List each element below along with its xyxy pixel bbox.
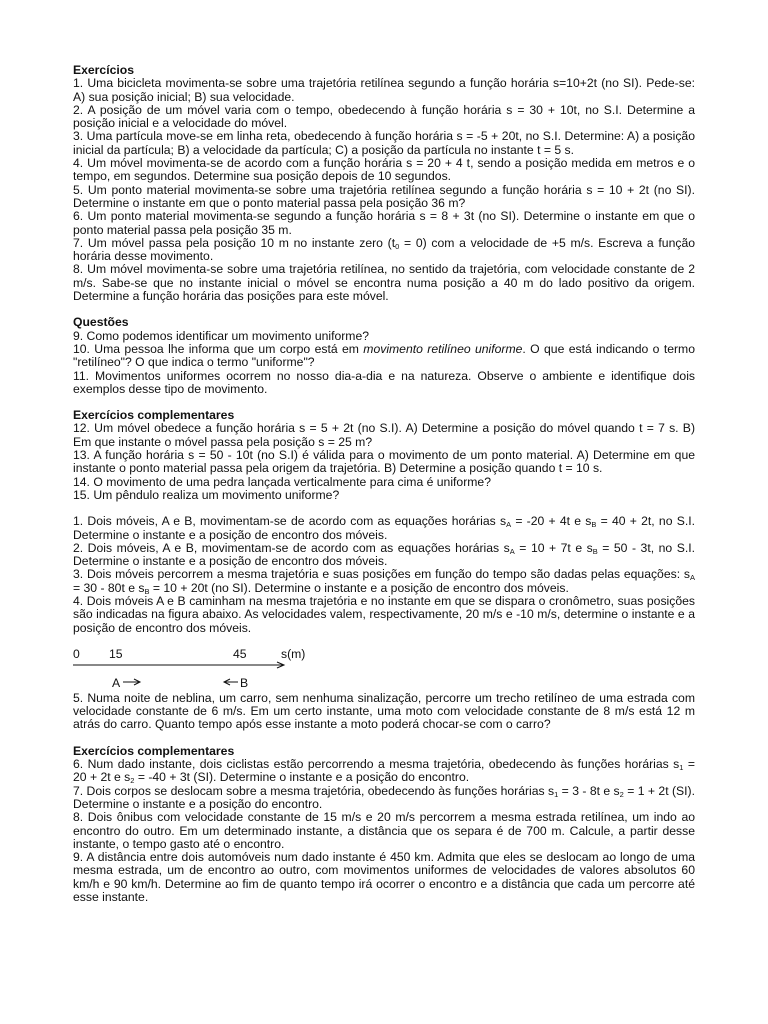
trajectory-svg xyxy=(73,648,333,692)
exercise-12: 12. Um móvel obedece a função horária s = 5 + 2t (no S.I). A) Determine a posição do móvel quando t = 7 s. B) Em que instante o móvel passa pela posição s = 25 m? xyxy=(73,421,695,449)
label-fifteen: 15 xyxy=(109,647,123,661)
question-11: 11. Movimentos uniformes ocorrem no nosso dia-a-dia e na natureza. Observe o ambiente e identifique dois exemplos desse tipo de movimento. xyxy=(73,368,695,396)
exercise-8: 8. Um móvel movimenta-se sobre uma trajetória retilínea, no sentido da trajetória, com velocidade constante de 2 m/s. Sabe-se que no instante inicial o móvel se encontra numa posição a 40 m do lado positivo da origem. Determine a função horária das posições para este móvel. xyxy=(73,262,695,304)
question-10: 10. Uma pessoa lhe informa que um corpo está em movimento retilíneo uniforme. O que está indicando o termo "retilíneo"? O que indica o termo "uniforme"? xyxy=(73,341,695,370)
exercise-c6: 6. Num dado instante, dois ciclistas estão percorrendo a mesma trajetória, obedecendo às funções horárias $s_1 = 20 + 2t$ e $s_2 = -40 + 3t$ (SI). Determine o instante e a posição do encontro. xyxy=(73,757,695,786)
exercise-4: 4. Um móvel movimenta-se de acordo com a função horária s = 20 + 4 t, sendo a posição medida em metros e o tempo, em segundos. Determine sua posição depois de 10 segundos. xyxy=(73,156,695,184)
section-encontros xyxy=(73,515,695,732)
encounter-5: 5. Numa noite de neblina, um carro, sem nenhuma sinalização, percorre um trecho retilíneo de uma estrada com velocidade constante de 6 m/s. Em um certo instante, uma moto com velocidade constante de 8 m/s está 12 m atrás do carro. Quanto tempo após esse instante a moto poderá chocar-se com o carro? xyxy=(73,690,695,732)
exercise-2: 2. A posição de um móvel varia com o tempo, obedecendo à função horária s = 30 + 10t, no S.I. Determine a posição inicial e a velocidade do móvel. xyxy=(73,102,695,131)
encounter-4: 4. Dois móveis A e B caminham na mesma trajetória e no instante em que se dispara o cronômetro, suas posições são indicadas na figura abaixo. As velocidades valem, respectivamente, 20 m/s e -10 m/s, determine o instante e a posição de encontro dos móveis. xyxy=(73,593,695,635)
label-zero: 0 xyxy=(73,647,80,661)
document-body xyxy=(73,64,695,904)
exercise-14: 14. O movimento de uma pedra lançada verticalmente para cima é uniforme? xyxy=(73,474,491,489)
label-mobile-b: B xyxy=(240,675,249,690)
encounter-3: 3. Dois móveis percorrem a mesma trajetória e suas posições em função do tempo são dadas pelas equações: $s_A = 30 - 80t$ e $s_B = 10 + 20t$ (no SI). Determine o instante e a posição de encontro dos móveis. xyxy=(73,567,695,596)
exercise-6: 6. Um ponto material movimenta-se segundo a função horária s = 8 + 3t (no SI). Determine o instante em que o ponto material passa pela posição 35 m. xyxy=(73,209,695,237)
exercise-5: 5. Um ponto material movimenta-se sobre uma trajetória retilínea segundo a função horária s = 10 + 2t (no SI). Determine o instante em que o ponto material passa pela posição 36 m? xyxy=(73,182,695,210)
section-heading: Exercícios complementares xyxy=(73,743,235,758)
exercise-1: 1. Uma bicicleta movimenta-se sobre uma trajetória retilínea segundo a função horária s=10+2t (no SI). Pede-se: A) sua posição inicial; B) sua velocidade. xyxy=(73,76,695,104)
trajectory-diagram xyxy=(73,648,695,692)
exercise-c9: 9. A distância entre dois automóveis num dado instante é 450 km. Admita que eles se deslocam ao longo de uma mesma estrada, um de encontro ao outro, com movimentos uniformes de velocidades de valores absolutos 60 km/h e 90 km/h. Determine ao fim de quanto tempo irá ocorrer o encontro e a distância que cada um percorre até esse instante. xyxy=(73,850,695,905)
section-complementares-2 xyxy=(73,745,695,905)
section-exercicios xyxy=(73,64,695,303)
section-complementares-1 xyxy=(73,409,695,502)
encounter-1: 1. Dois móveis, A e B, movimentam-se de acordo com as equações horárias $s_A = -20 + 4t$ e $s_B = 40 + 2t$, no S.I. Determine o instante e a posição de encontro dos móveis. xyxy=(73,514,696,542)
exercise-13: 13. A função horária s = 50 - 10t (no S.I) é válida para o movimento de um ponto material. A) Determine em que instante o ponto material passa pela origem da trajetória. B) Determine a posição quando t = 10 s. xyxy=(73,448,695,476)
question-9: 9. Como podemos identificar um movimento uniforme? xyxy=(73,328,370,343)
section-heading: Questões xyxy=(73,315,129,330)
section-questoes xyxy=(73,316,695,396)
axis-label: s(m) xyxy=(281,647,306,661)
section-heading: Exercícios xyxy=(73,63,134,77)
exercise-c7: 7. Dois corpos se deslocam sobre a mesma trajetória, obedecendo às funções horárias $s_1 = 3 - 8t$ e $s_2 = 1 + 2t$ (SI). Determine o instante e a posição do encontro. xyxy=(73,783,695,811)
label-mobile-a: A xyxy=(112,675,121,690)
section-heading: Exercícios complementares xyxy=(73,408,235,423)
exercise-15: 15. Um pêndulo realiza um movimento uniforme? xyxy=(73,487,340,502)
exercise-c8: 8. Dois ônibus com velocidade constante de 15 m/s e 20 m/s percorrem a mesma estrada retilínea, um indo ao encontro do outro. Em um determinado instante, a distância que os separa é de 700 m. Calcule, a partir desse instante, o tempo gasto até o encontro. xyxy=(73,810,695,851)
encounter-2: 2. Dois móveis, A e B, movimentam-se de acordo com as equações horárias $s_A = 10 + 7t$ e $s_B = 50 - 3t$, no S.I. Determine o instante e a posição de encontro dos móveis. xyxy=(73,540,695,569)
label-forty-five: 45 xyxy=(233,647,247,661)
exercise-3: 3. Uma partícula move-se em linha reta, obedecendo à função horária s = -5 + 20t, no S.I. Determine: A) a posição inicial da partícula; B) a velocidade da partícula; C) a posição da partícula no instante t = 5 s. xyxy=(73,129,695,157)
exercise-7: 7. Um móvel passa pela posição 10 m no instante zero $(t_0 = 0)$ com a velocidade de +5 m/s. Escreva a função horária desse movimento. xyxy=(73,235,695,264)
